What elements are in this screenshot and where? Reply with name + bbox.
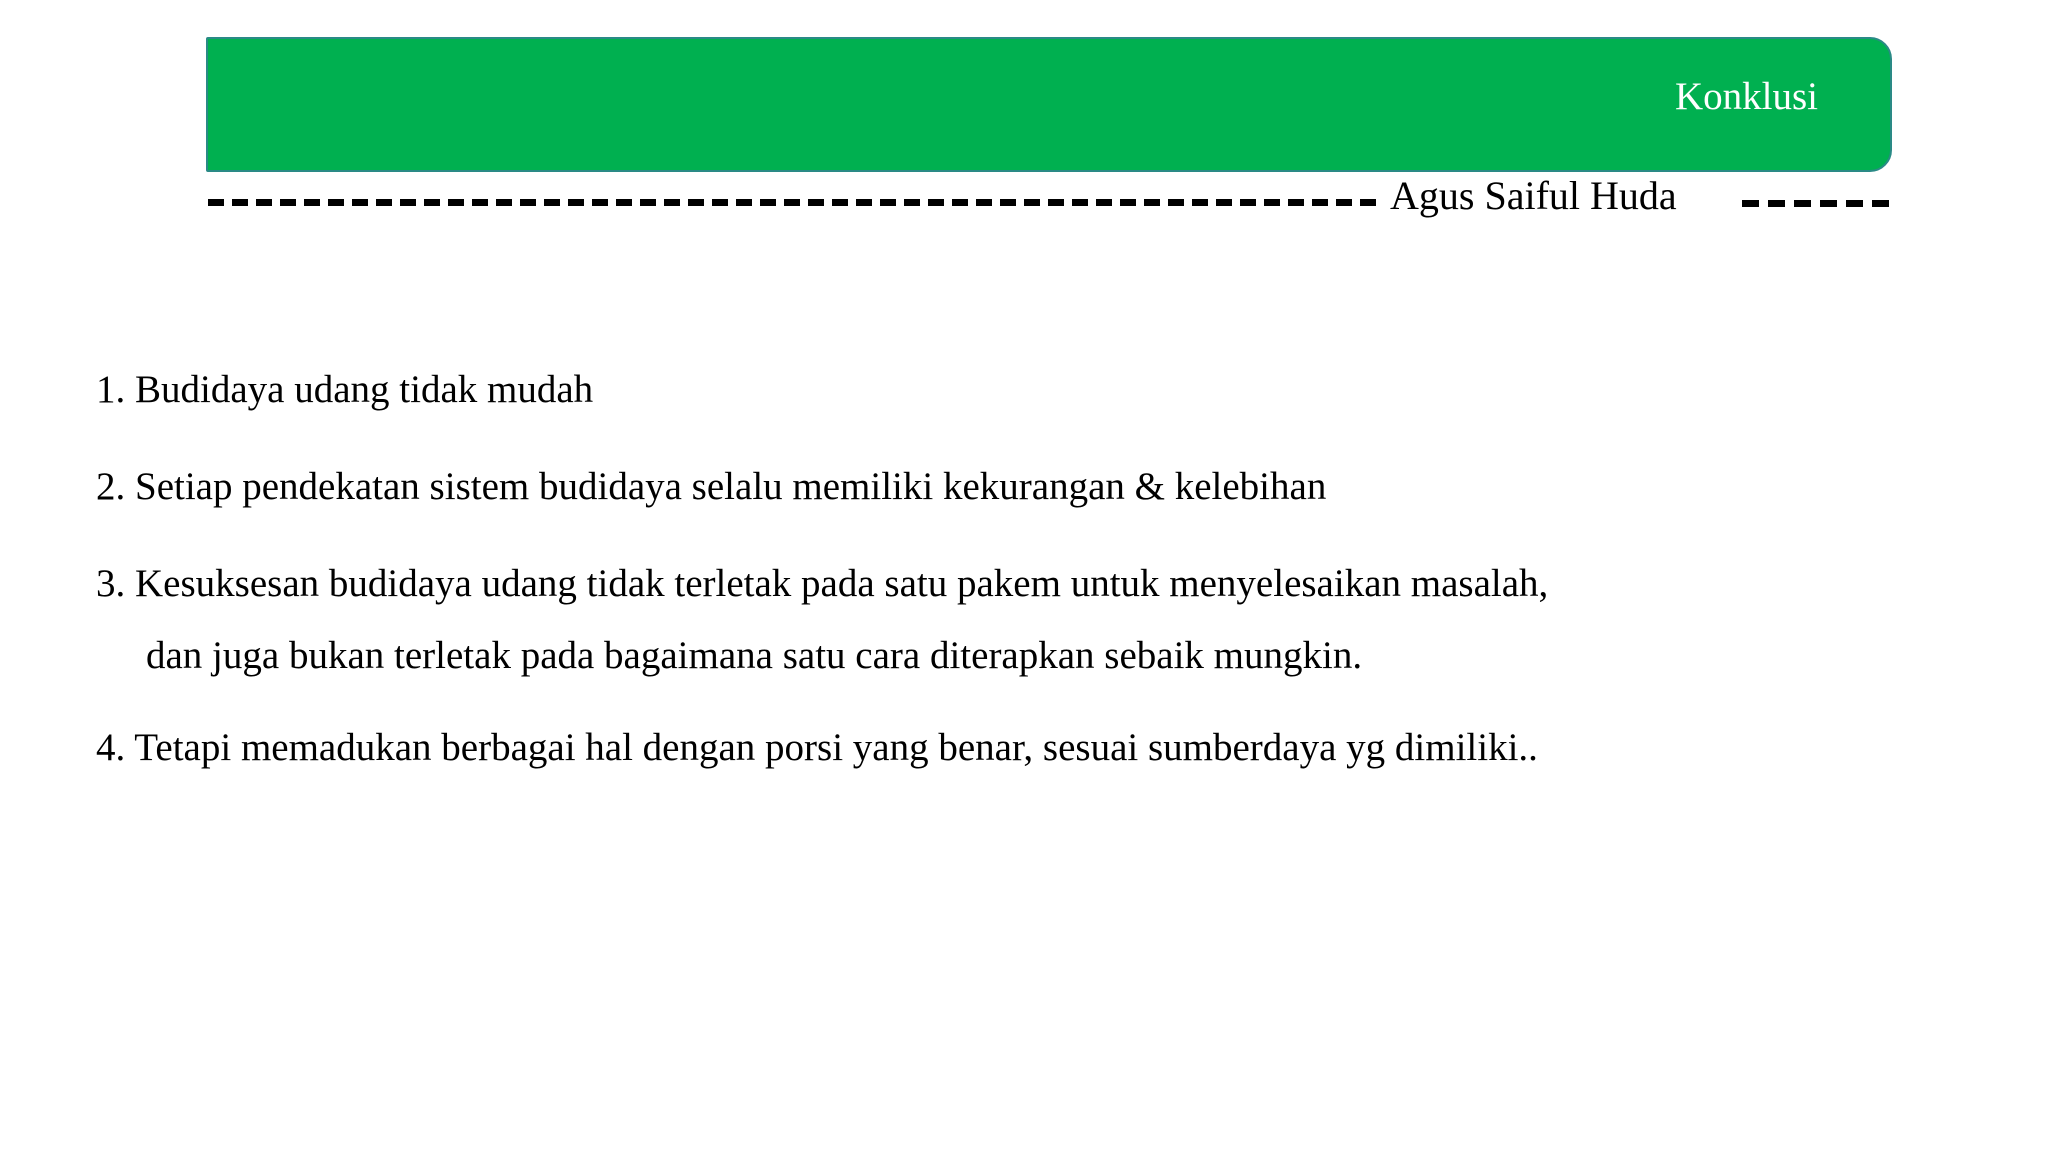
list-item-text: Kesuksesan budidaya udang tidak terletak pada satu pakem untuk menyelesaikan masalah, bbox=[135, 562, 1549, 605]
list-item-text: Setiap pendekatan sistem budidaya selalu memiliki kekurangan & kelebihan bbox=[135, 465, 1327, 508]
list-item-continuation: dan juga bukan terletak pada bagaimana satu cara diterapkan sebaik mungkin. bbox=[146, 634, 1363, 677]
slide-title: Konklusi bbox=[1674, 75, 1818, 118]
list-item-text: Budidaya udang tidak mudah bbox=[135, 368, 594, 411]
list-item bbox=[96, 451, 1896, 523]
list-item bbox=[96, 712, 1896, 784]
list-item-number: 1. bbox=[96, 368, 126, 411]
dashed-divider-left bbox=[208, 199, 1376, 206]
list-item bbox=[96, 548, 1896, 692]
list-item-text: Tetapi memadukan berbagai hal dengan porsi yang benar, sesuai sumberdaya yg dimiliki.. bbox=[134, 726, 1538, 769]
list-item-number: 2. bbox=[96, 465, 126, 508]
list-item-number: 4. bbox=[96, 726, 126, 769]
dashed-divider-right bbox=[1742, 200, 1892, 207]
author-name: Agus Saiful Huda bbox=[1390, 173, 1677, 218]
list-item-number: 3. bbox=[96, 562, 126, 605]
conclusion-list bbox=[96, 354, 1896, 784]
header-banner bbox=[206, 37, 1892, 172]
list-item bbox=[96, 354, 1896, 426]
